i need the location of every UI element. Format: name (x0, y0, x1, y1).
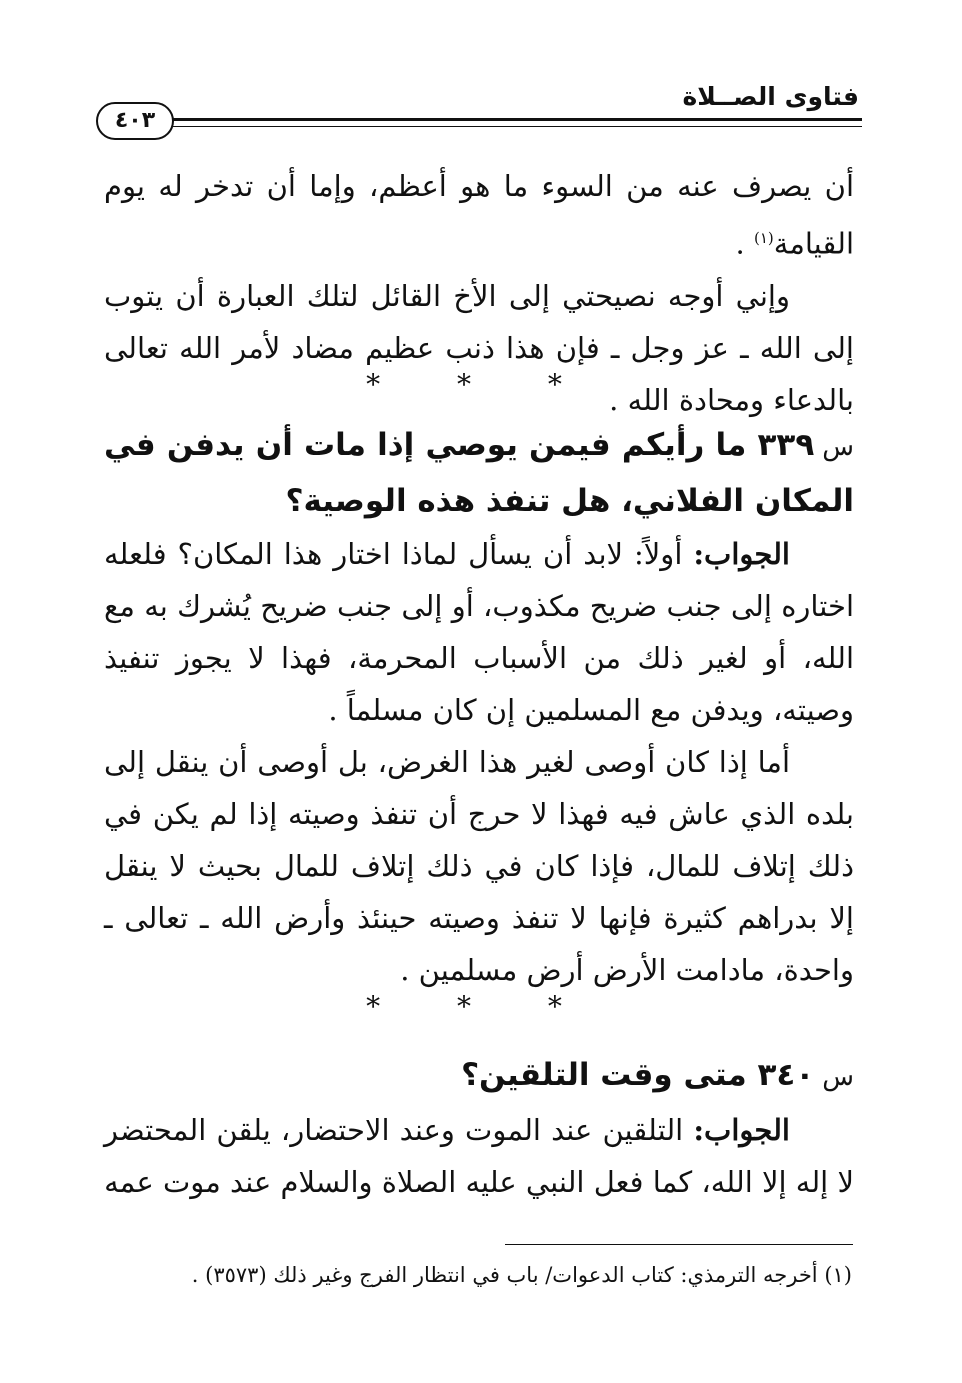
answer-339-label: الجواب: (693, 537, 790, 571)
answer-339-paragraph-1 (104, 528, 854, 736)
question-339-block (104, 418, 854, 996)
running-title: فتاوى الصــلاة (682, 82, 859, 111)
question-339-number: ٣٣٩ (757, 427, 815, 463)
page-number: ٤٠٣ (96, 102, 174, 140)
intro-paragraph-1-end: . (735, 226, 754, 261)
question-340-block (104, 1048, 854, 1208)
footnote-rule (505, 1244, 853, 1245)
footnote-ref: (١) (753, 229, 774, 247)
answer-340-label: الجواب: (693, 1113, 790, 1147)
question-340-text: متى وقت التلقين؟ (461, 1057, 747, 1093)
question-339-text: ما رأيكم فيمن يوصي إذا مات أن يدفن في المكان الفلاني، هل تنفذ هذه الوصية؟ (104, 427, 854, 519)
question-marker-icon: س (822, 432, 854, 462)
answer-339-text-1: أولاً: لابد أن يسأل لماذا اختار هذا المكان؟ فلعله اختاره إلى جنب ضريح مكذوب، أو إلى جنب ضريح يُشرك به مع الله، أو لغير ذلك من الأسباب المحرمة، فهذا لا يجوز تنفيذ وصيته، ويدفن مع المسلمين إن كان مسلماً . (104, 537, 854, 727)
answer-340-paragraph-1 (104, 1104, 854, 1208)
question-339 (104, 418, 854, 528)
section-separator-1: * * * (366, 368, 596, 401)
footnote: (١) أخرجه الترمذي: كتاب الدعوات/ باب في انتظار الفرج وغير ذلك (٣٥٧٣) . (191, 1263, 852, 1287)
intro-paragraph-2: وإني أوجه نصيحتي إلى الأخ القائل لتلك العبارة أن يتوب إلى الله ـ عز وجل ـ فإن هذا ذنب عظيم مضاد لأمر الله تعالى بالدعاء ومحادة الله . (104, 278, 854, 417)
answer-340-text-1: التلقين عند الموت وعند الاحتضار، يلقن المحتضر لا إله إلا الله، كما فعل النبي عليه الصلاة والسلام عند موت عمه (104, 1113, 854, 1199)
section-separator-2: * * * (366, 990, 596, 1023)
intro-paragraph-1-text: أن يصرف عنه من السوء ما هو أعظم، وإما أن تدخر له يوم القيامة (104, 169, 854, 261)
question-marker-icon: س (822, 1062, 854, 1092)
question-340 (104, 1048, 854, 1104)
question-340-number: ٣٤٠ (757, 1057, 815, 1093)
answer-339-paragraph-2: أما إذا كان أوصى لغير هذا الغرض، بل أوصى أن ينقل إلى بلده الذي عاش فيه فهذا لا حرج أن تنفذ وصيته إذا لم يكن في ذلك إتلاف للمال، فإذا كان في ذلك إتلاف للمال بحيث لا ينقل إلا بدراهم كثيرة فإنها لا تنفذ وصيته حينئذ وأرض الله ـ تعالى ـ واحدة، مادامت الأرض أرض مسلمين . (104, 745, 854, 987)
header-rule (170, 118, 862, 127)
intro-paragraph-1 (104, 160, 854, 270)
